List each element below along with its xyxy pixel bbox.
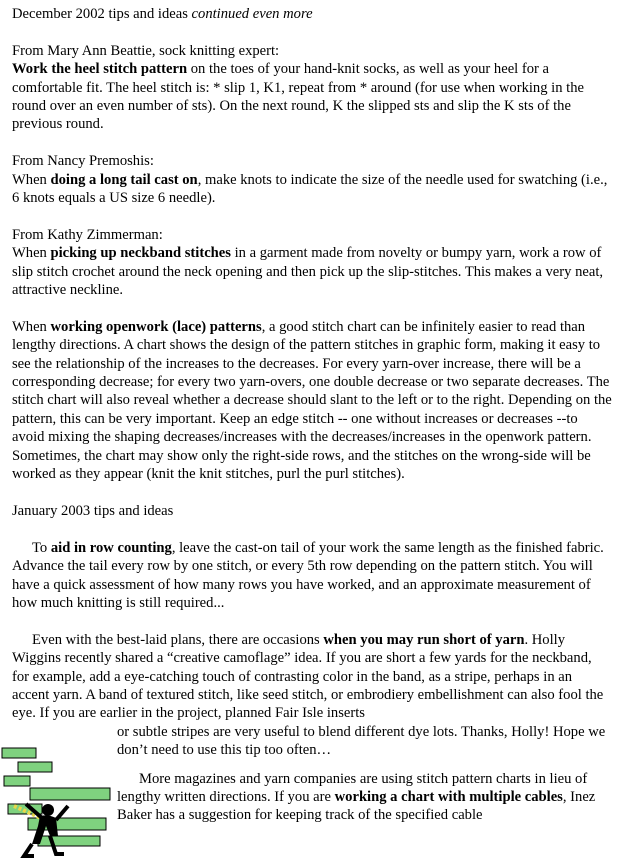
tip7-pre: More magazines and yarn companies are using stitch pattern charts in lieu of lengthy written directions. If you are	[117, 770, 588, 805]
tip1-text: on the toes of your hand-knit socks, as well as your heel for a comfortable fit. The heel stitch is: * slip 1, K1, repeat from * around (for use when working in the round over an even number of sts). On the next round, K the slipped sts and slip the K sts of the previous round.	[12, 61, 584, 133]
tip4-text: , a good stitch chart can be infinitely easier to read than lengthy directions. A chart shows the design of the pattern stitches in graphic form, making it easy to see the relationship of the increases to the decreases. For every yarn-over increase, there will be a corresponding decrease; for every two yarn-overs, one double decrease or two separate decreases. The stitch chart will also reveal whether a decrease should slant to the left or to the right. Depending on the pattern, this can be very important. Keep an edge stitch -- one without increases or decreases --to avoid mixing the shaping decreases/increases with the decreases/increases in the openwork pattern. Sometimes, the chart may show only the right-side rows, and the stitches on the wrong-side will be worked as they appear (knit the knit stitches, purl the purl stitches).	[12, 318, 612, 483]
tip1-source: From Mary Ann Beattie, sock knitting expert:	[12, 42, 280, 59]
tip7-bold: working a chart with multiple cables	[334, 788, 563, 805]
tip1-body	[12, 60, 612, 134]
tip4-pre: When	[12, 318, 51, 335]
page-title	[12, 5, 612, 23]
tip5-body	[12, 539, 612, 613]
tip2-body	[12, 171, 612, 208]
tip2-bold: doing a long tail cast on	[50, 171, 198, 188]
tip5-pre: To	[32, 539, 51, 556]
tip1-bold: Work the heel stitch pattern	[12, 61, 188, 78]
tip2-text: , make knots to indicate the size of the needle used for swatching (i.e., 6 knots equals a US size 6 needle).	[12, 171, 608, 207]
tip6-bold: when you may run short of yarn	[323, 631, 525, 648]
tip5-text: , leave the cast-on tail of your work the same length as the finished fabric. Advance the tail every row by one stitch, or every 5th row depending on the pattern stitch. You will have a quick assessment of how many rows you have worked, and an approximate measurement of how much knitting is still required...	[12, 539, 604, 611]
ruler-climber-clipart	[0, 744, 115, 862]
tip6-wrap: or subtle stripes are very useful to blend different dye lots. Thanks, Holly! Hope we don’t need to use this tip too often…	[117, 723, 606, 759]
tip6-text: . Holly Wiggins recently shared a “creative camoflage” idea. If you are short a few yards for the neckband, for example, add a eye-catching touch of contrasting color in the band, as a stripe, perhaps in an accent yarn. A band of textured stitch, like seed stitch, or embrodiery embellishment can also fool the eye. If you are earlier in the project, planned Fair Isle inserts	[12, 631, 604, 722]
tip3-pre: When	[12, 245, 51, 262]
tip2-pre: When	[12, 171, 51, 188]
tip6-body	[12, 631, 612, 723]
tip4-body	[12, 318, 612, 484]
document-page	[12, 0, 612, 825]
tip7-body	[117, 770, 612, 825]
tip7-text: , Inez Baker has a suggestion for keeping track of the specified cable	[117, 788, 596, 824]
title-italic: continued even more	[191, 6, 313, 22]
tip2-source: From Nancy Premoshis:	[12, 153, 154, 170]
tip6-pre: Even with the best-laid plans, there are occasions	[32, 631, 324, 648]
clipart-svg	[0, 744, 115, 862]
title-text: December 2002 tips and ideas	[12, 6, 188, 22]
tip5-bold: aid in row counting	[50, 539, 172, 556]
tip3-text: in a garment made from novelty or bumpy yarn, work a row of slip stitch crochet around the neck opening and then pick up the slip-stitches. This makes a very neat, attractive neckline.	[12, 245, 604, 299]
section2-title: January 2003 tips and ideas	[12, 502, 174, 519]
tip3-bold: picking up neckband stitches	[50, 245, 231, 262]
tip3-body	[12, 244, 612, 299]
tip3-source: From Kathy Zimmerman:	[12, 226, 163, 243]
tip4-bold: working openwork (lace) patterns	[50, 318, 262, 335]
